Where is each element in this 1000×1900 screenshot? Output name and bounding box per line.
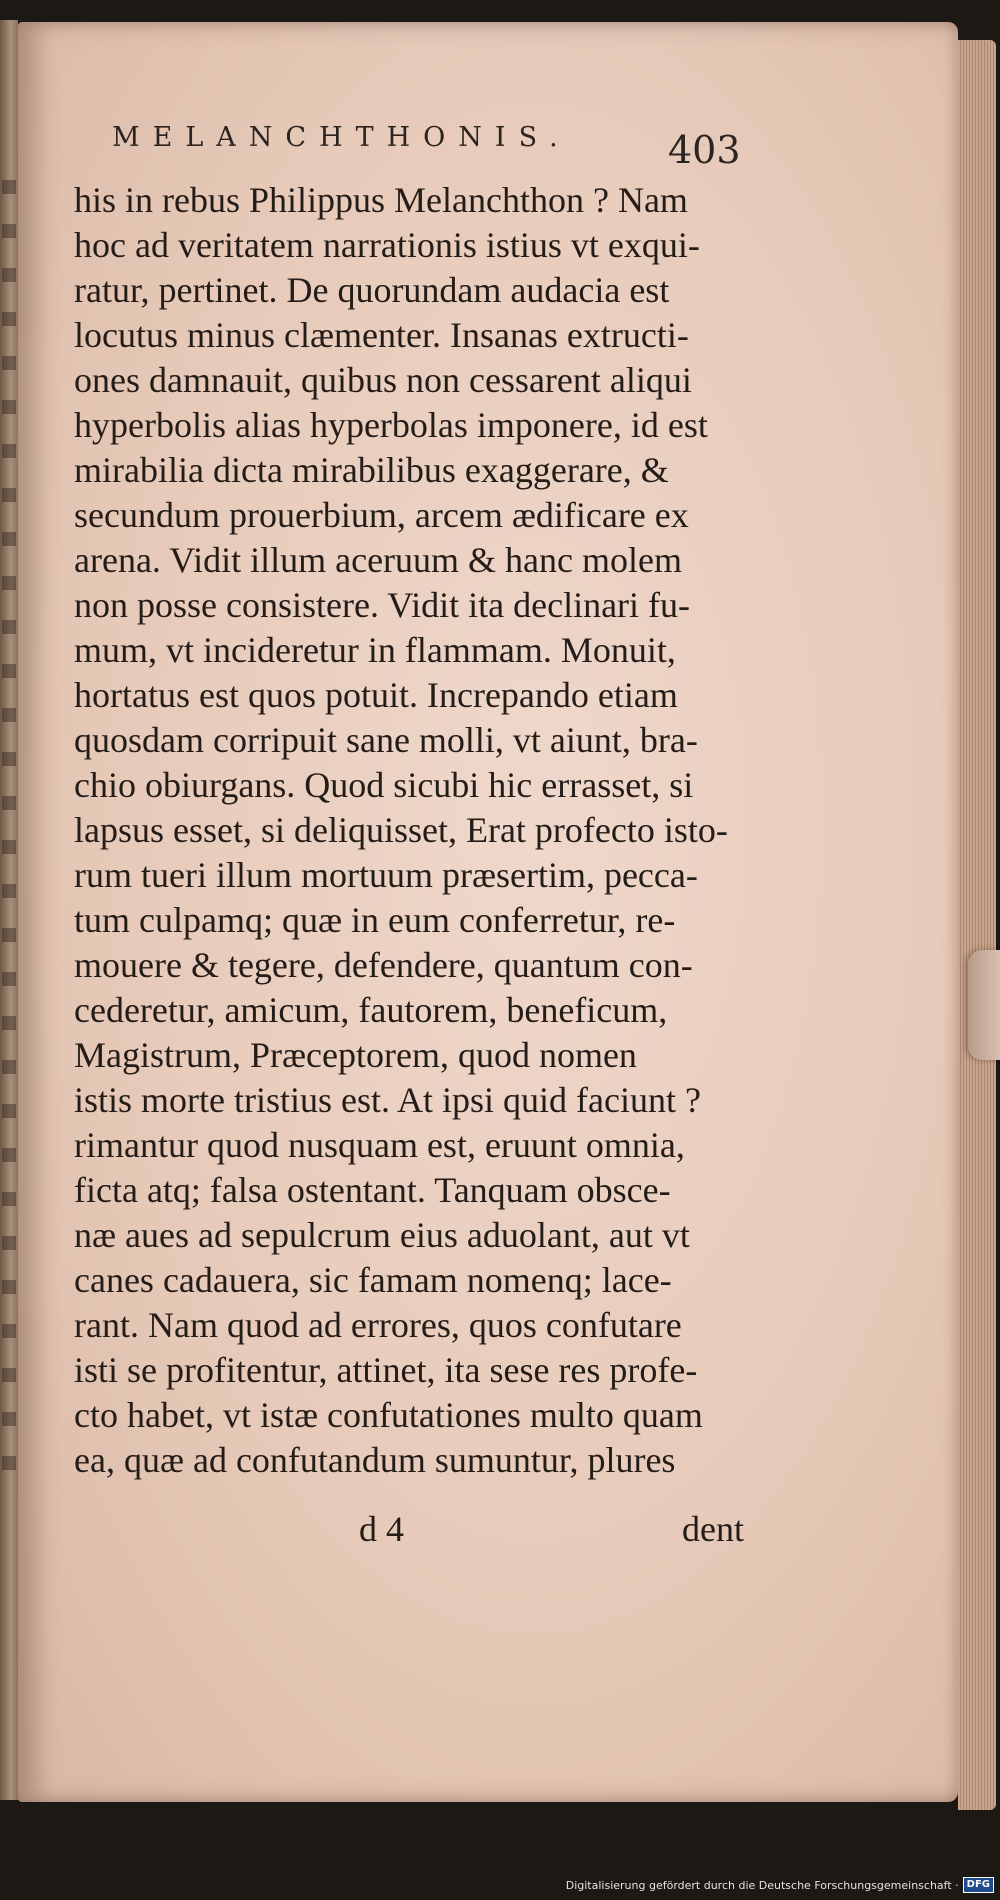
catchline: [74, 1508, 744, 1553]
text-line: ficta atq; falsa ostentant. Tanquam obsce-: [74, 1170, 671, 1210]
text-line: næ aues ad sepulcrum eius aduolant, aut vt: [74, 1215, 690, 1255]
digitization-credit: [566, 1876, 994, 1894]
text-line: rum tueri illum mortuum præsertim, pecca-: [74, 855, 698, 895]
dfg-logo: DFG: [963, 1877, 994, 1893]
text-line: chio obiurgans. Quod sicubi hic errasset, si: [74, 765, 694, 805]
page-number: 403: [668, 128, 741, 172]
previous-page-text-fragments: [2, 180, 16, 1480]
text-line: secundum prouerbium, arcem ædificare ex: [74, 495, 689, 535]
text-line: arena. Vidit illum aceruum & hanc molem: [74, 540, 682, 580]
text-line: hortatus est quos potuit. Increpando etiam: [74, 675, 678, 715]
text-line: mouere & tegere, defendere, quantum con-: [74, 945, 693, 985]
previous-page-edge: [0, 20, 18, 1800]
text-line: Magistrum, Præceptorem, quod nomen: [74, 1035, 637, 1075]
text-line: tum culpamq; quæ in eum conferretur, re-: [74, 900, 676, 940]
text-line: canes cadauera, sic famam nomenq; lace-: [74, 1260, 672, 1300]
credit-text: Digitalisierung gefördert durch die Deutsche Forschungsgemeinschaft ·: [565, 1878, 959, 1892]
text-line: mum, vt incideretur in flammam. Monuit,: [74, 630, 676, 670]
text-line: ea, quæ ad confutandum sumuntur, plures: [74, 1440, 676, 1480]
text-line: non posse consistere. Vidit ita declinari fu-: [74, 585, 691, 625]
text-line: hoc ad veritatem narrationis istius vt exqui-: [74, 225, 700, 265]
stacked-page-edges: [958, 40, 996, 1810]
running-head: MELANCHTHONIS.: [112, 122, 571, 153]
text-line: locutus minus clæmenter. Insanas extructi-: [74, 315, 689, 355]
text-line: cto habet, vt istæ confutationes multo quam: [74, 1395, 703, 1435]
text-line: ones damnauit, quibus non cessarent aliqui: [74, 360, 692, 400]
text-line: mirabilia dicta mirabilibus exaggerare, &: [74, 450, 669, 490]
page-clip: [968, 950, 1000, 1060]
text-line: cederetur, amicum, fautorem, beneficum,: [74, 990, 668, 1030]
text-line: isti se profitentur, attinet, ita sese res profe-: [74, 1350, 698, 1390]
text-line: rimantur quod nusquam est, eruunt omnia,: [74, 1125, 685, 1165]
text-line: lapsus esset, si deliquisset, Erat profecto isto-: [74, 810, 728, 850]
text-line: hyperbolis alias hyperbolas imponere, id est: [74, 405, 708, 445]
text-line: istis morte tristius est. At ipsi quid faciunt ?: [74, 1080, 701, 1120]
text-line: ratur, pertinet. De quorundam audacia est: [74, 270, 670, 310]
catchword: dent: [682, 1509, 744, 1549]
signature-mark: d 4: [359, 1509, 404, 1549]
text-line: his in rebus Philippus Melanchthon ? Nam: [74, 180, 688, 220]
text-line: quosdam corripuit sane molli, vt aiunt, bra-: [74, 720, 698, 760]
body-text: [74, 178, 744, 1483]
text-line: rant. Nam quod ad errores, quos confutare: [74, 1305, 682, 1345]
